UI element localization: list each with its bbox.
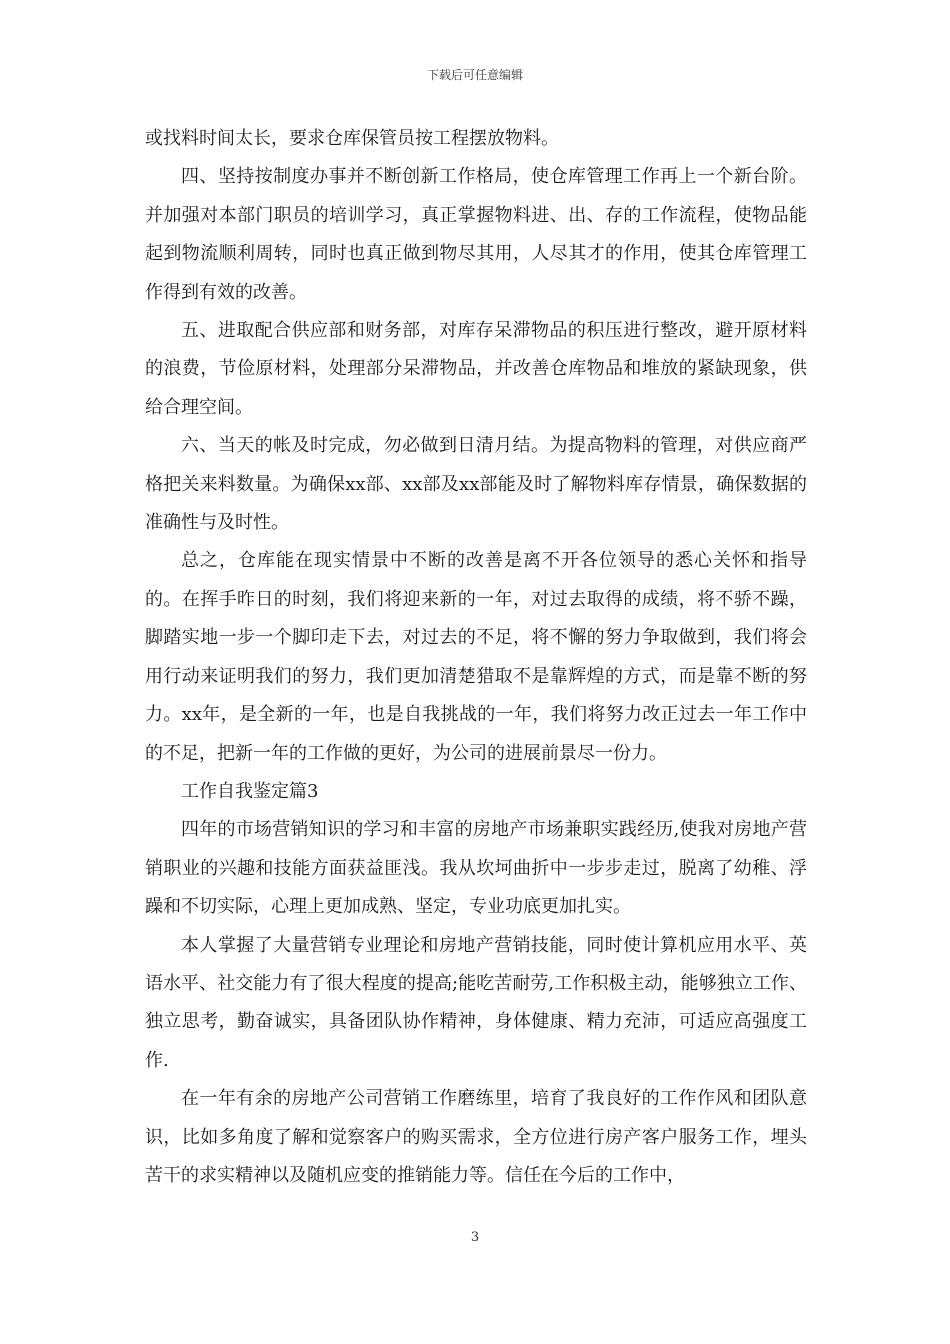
- paragraph: 在一年有余的房地产公司营销工作磨练里，培育了我良好的工作作风和团队意识，比如多角度了解和觉察客户的购买需求，全方位进行房产客户服务工作，埋头苦干的求实精神以及随机应变的推销能力等。信任在今后的工作中，: [145, 1088, 807, 1186]
- paragraph: 总之，仓库能在现实情景中不断的改善是离不开各位领导的悉心关怀和指导的。在挥手昨日的时刻，我们将迎来新的一年，对过去取得的成绩，将不骄不躁，脚踏实地一步一个脚印走下去，对过去的不足，将不懈的努力争取做到，我们将会用行动来证明我们的努力，我们更加清楚猎取不是靠辉煌的方式，而是靠不断的努力。xx年，是全新的一年，也是自我挑战的一年，我们将努力改正过去一年工作中的不足，把新一年的工作做的更好，为公司的进展前景尽一份力。: [145, 550, 807, 764]
- section-heading: 工作自我鉴定篇3: [181, 780, 319, 802]
- paragraph: 本人掌握了大量营销专业理论和房地产营销技能，同时使计算机应用水平、英语水平、社交能力有了很大程度的提高;能吃苦耐劳,工作积极主动，能够独立工作、独立思考，勤奋诚实，具备团队协作精神，身体健康、精力充沛，可适应高强度工作.: [145, 934, 807, 1071]
- paragraph: 六、当天的帐及时完成，勿必做到日清月结。为提高物料的管理，对供应商严格把关来料数量。为确保xx部、xx部及xx部能及时了解物料库存情景，确保数据的准确性与及时性。: [145, 435, 807, 534]
- paragraph: 四、坚持按制度办事并不断创新工作格局，使仓库管理工作再上一个新台阶。并加强对本部门职员的培训学习，真正掌握物料进、出、存的工作流程，使物品能起到物流顺利周转，同时也真正做到物尽其用，人尽其才的作用，使其仓库管理工作得到有效的改善。: [145, 166, 807, 303]
- paragraph: 五、进取配合供应部和财务部，对库存呆滞物品的积压进行整改，避开原材料的浪费，节俭原材料，处理部分呆滞物品，并改善仓库物品和堆放的紧缺现象，供给合理空间。: [145, 320, 807, 418]
- document-body: [145, 120, 807, 1195]
- paragraph: 四年的市场营销知识的学习和丰富的房地产市场兼职实践经历,使我对房地产营销职业的兴趣和技能方面获益匪浅。我从坎坷曲折中一步步走过，脱离了幼稚、浮躁和不切实际，心理上更加成熟、坚定，专业功底更加扎实。: [145, 819, 807, 918]
- paragraph-continuation: 或找料时间太长，要求仓库保管员按工程摆放物料。: [145, 128, 559, 149]
- page-header: 下载后可任意编辑: [426, 68, 523, 82]
- page-number: 3: [470, 1230, 480, 1245]
